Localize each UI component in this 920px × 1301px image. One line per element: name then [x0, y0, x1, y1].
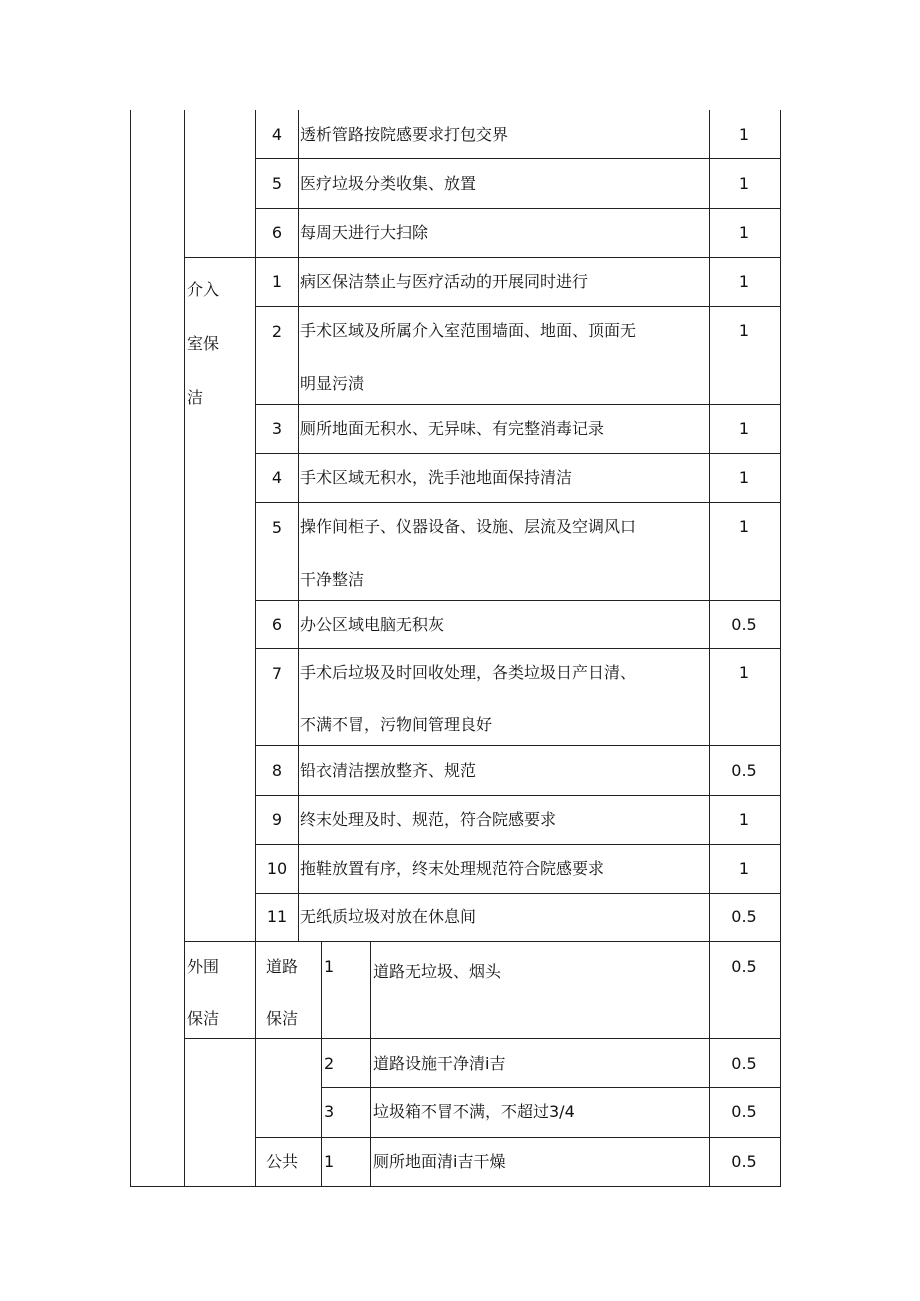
row-rule: [255, 600, 780, 601]
row-rule: [255, 453, 780, 454]
row-number: 11: [266, 907, 288, 926]
row-rule: [255, 158, 780, 159]
row-rule: [255, 306, 780, 307]
row-score: 1: [738, 810, 750, 829]
row-number: 4: [271, 468, 283, 487]
row-text: 手术区域无积水，洗手池地面保持清洁: [300, 468, 573, 487]
row-number: 1: [271, 272, 283, 291]
row-number: 5: [271, 174, 283, 193]
row-text: 拖鞋放置有序，终末处理规范符合院感要求: [300, 859, 605, 878]
row-score: 0.5: [731, 1054, 757, 1073]
row-text: 透析管路按院感要求打包交界: [300, 125, 509, 144]
row-text: 干净整洁: [300, 570, 365, 589]
row-rule: [255, 893, 780, 894]
col-rule: [321, 941, 322, 1187]
row-text: 不满不冒，污物间管理良好: [300, 715, 493, 734]
row-score: 0.5: [731, 615, 757, 634]
row-score: 0.5: [731, 907, 757, 926]
row-text: 办公区域电脑无积灰: [300, 615, 445, 634]
section-label-intervention: 室保: [187, 334, 220, 353]
col-rule: [184, 110, 185, 1187]
col-rule: [370, 941, 371, 1187]
row-number: 6: [271, 615, 283, 634]
row-text: 铅衣清洁摆放整齐、规范: [300, 761, 477, 780]
row-score: 0.5: [731, 1102, 757, 1121]
row-score: 1: [738, 468, 750, 487]
row-number: 3: [324, 1102, 335, 1121]
row-rule: [184, 1038, 780, 1039]
row-number: 5: [271, 518, 283, 537]
row-text: 垃圾箱不冒不满，不超过3/4: [373, 1102, 575, 1121]
section-label-intervention: 介入: [187, 280, 220, 299]
row-number: 1: [324, 957, 335, 976]
section-label-intervention: 洁: [187, 388, 204, 407]
row-rule: [255, 208, 780, 209]
row-rule: [255, 795, 780, 796]
row-text: 无纸质垃圾对放在休息间: [300, 907, 477, 926]
row-rule: [255, 1137, 780, 1138]
row-rule: [184, 941, 780, 942]
row-score: 1: [738, 663, 750, 682]
row-number: 8: [271, 761, 283, 780]
row-score: 1: [738, 321, 750, 340]
row-number: 7: [271, 664, 283, 683]
row-text: 明显污渍: [300, 374, 365, 393]
row-score: 1: [738, 223, 750, 242]
row-score: 1: [738, 859, 750, 878]
row-number: 2: [324, 1054, 335, 1073]
col-rule: [255, 941, 256, 1187]
row-score: 1: [738, 125, 750, 144]
row-text: 终末处理及时、规范，符合院感要求: [300, 810, 557, 829]
row-score: 1: [738, 517, 750, 536]
row-number: 10: [266, 859, 288, 878]
row-text: 病区保洁禁止与医疗活动的开展同时进行: [300, 272, 589, 291]
row-score: 0.5: [731, 1152, 757, 1171]
row-rule: [255, 844, 780, 845]
subsection-label-road: 道路: [266, 957, 299, 976]
row-text: 医疗垃圾分类收集、放置: [300, 174, 477, 193]
row-text: 道路设施干净清i吉: [373, 1054, 506, 1073]
row-rule: [255, 404, 780, 405]
row-score: 0.5: [731, 957, 757, 976]
row-text: 每周天进行大扫除: [300, 223, 429, 242]
row-rule: [321, 1087, 780, 1088]
row-text: 道路无垃圾、烟头: [373, 962, 502, 981]
row-number: 2: [271, 322, 283, 341]
row-number: 9: [271, 810, 283, 829]
row-rule: [255, 648, 780, 649]
row-number: 1: [324, 1152, 335, 1171]
row-score: 1: [738, 272, 750, 291]
subsection-label-public: 公共: [266, 1152, 299, 1171]
row-text: 手术后垃圾及时回收处理，各类垃圾日产日清、: [300, 663, 637, 682]
row-text: 厕所地面清i吉干燥: [373, 1152, 506, 1171]
row-rule: [255, 745, 780, 746]
col-rule: [780, 110, 781, 1187]
section-label-outer: 外围: [187, 957, 220, 976]
col-rule: [130, 110, 131, 1187]
row-number: 6: [271, 223, 283, 242]
section-label-outer: 保洁: [187, 1009, 220, 1028]
row-number: 4: [271, 125, 283, 144]
row-score: 1: [738, 174, 750, 193]
row-score: 1: [738, 419, 750, 438]
subsection-label-road: 保洁: [266, 1009, 299, 1028]
row-text: 厕所地面无积水、无异味、有完整消毒记录: [300, 419, 605, 438]
row-rule: [184, 257, 780, 258]
table-bottom-rule: [130, 1186, 780, 1187]
row-text: 操作间柜子、仪器设备、设施、层流及空调风口: [300, 517, 637, 536]
row-score: 0.5: [731, 761, 757, 780]
row-number: 3: [271, 419, 283, 438]
row-text: 手术区域及所属介入室范围墙面、地面、顶面无: [300, 321, 637, 340]
col-rule: [709, 110, 710, 1187]
row-rule: [255, 502, 780, 503]
